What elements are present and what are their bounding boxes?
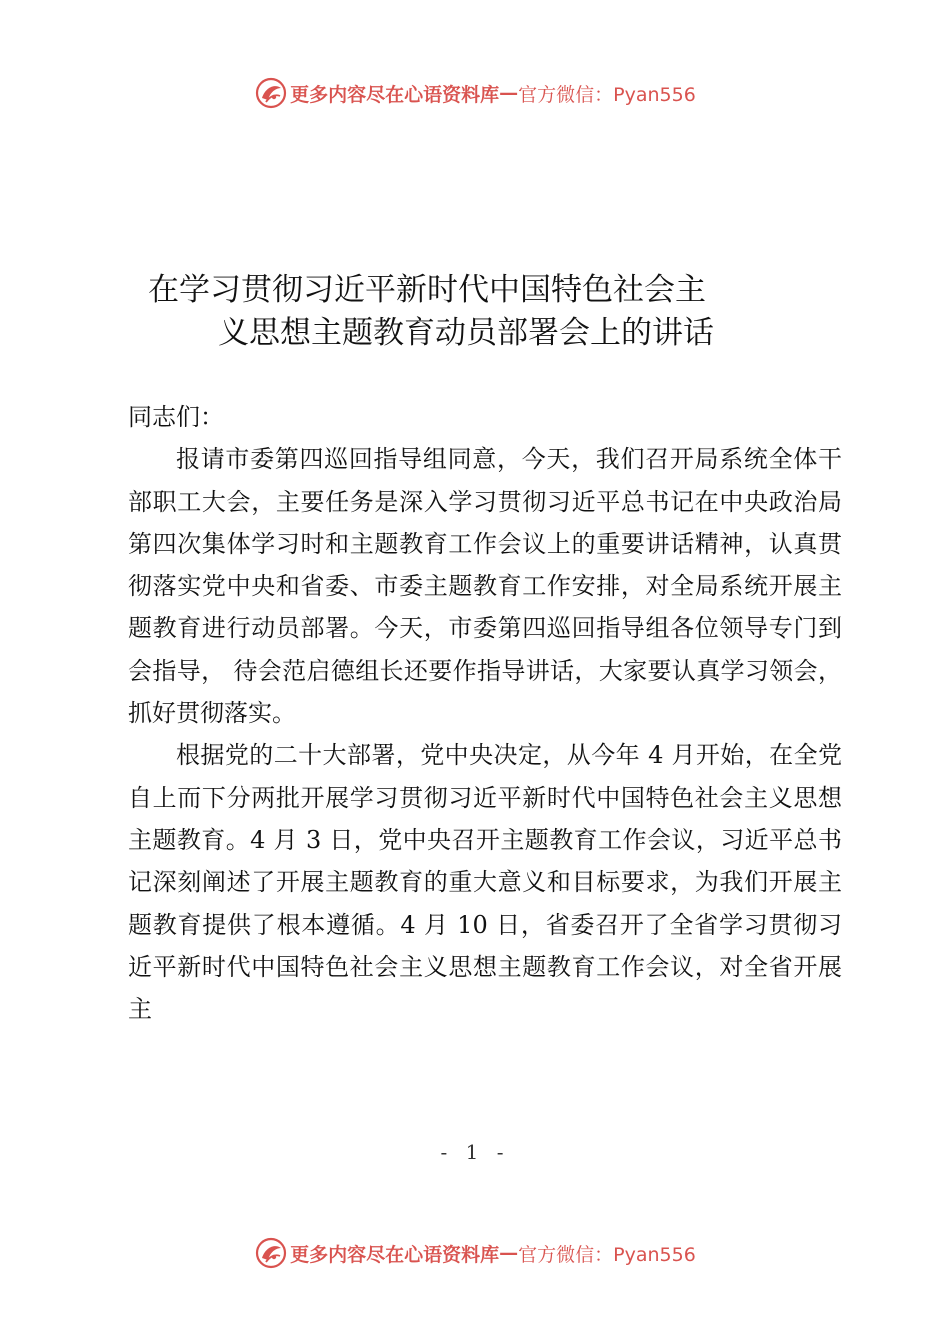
paragraph-2: 根据党的二十大部署，党中央决定，从今年 4 月开始，在全党自上而下分两批开展学习贯彻习近平新时代中国特色社会主义思想主题教育。4 月 3 日，党中央召开主题教育工作会议，习近平总书记深刻阐述了开展主题教育的重大意义和目标要求，为我们开展主题教育提供了根本遵循。4 月 10 日，省委召开了全省学习贯彻习近平新时代中国特色社会主义思想主题教育工作会议，对全省开展主 [128,741,842,1024]
paragraph-1: 报请市委第四巡回指导组同意，今天，我们召开局系统全体干部职工大会，主要任务是深入学习贯彻习近平总书记在中央政治局第四次集体学习时和主题教育工作会议上的重要讲话精神，认真贯彻落实党中央和省委、市委主题教育工作安排，对全局系统开展主题教育进行动员部署。今天，市委第四巡回指导组各位领导专门到会指导， 待会范启德组长还要作指导讲话，大家要认真学习领会， 抓好贯彻落实。 [128,445,842,728]
footer-watermark [0,1233,950,1273]
watermark-text: 更多内容尽在心语资料库 [290,1243,500,1266]
watermark-separator: — [499,82,519,104]
watermark-separator: — [499,1242,519,1264]
watermark-contact: 官方微信：Pyan556 [518,1243,696,1266]
document-title-line-1: 在学习贯彻习近平新时代中国特色社会主 [148,272,706,308]
header-watermark [0,73,950,113]
watermark-text: 更多内容尽在心语资料库 [290,83,500,106]
watermark-contact: 官方微信：Pyan556 [518,83,696,106]
page-number: - 1 - [440,1140,510,1164]
document-title-line-2: 义思想主题教育动员部署会上的讲话 [218,315,714,351]
document-body [128,396,842,1030]
swirl-logo-icon [254,1236,288,1270]
swirl-logo-icon [254,76,288,110]
salutation: 同志们： [128,403,224,431]
